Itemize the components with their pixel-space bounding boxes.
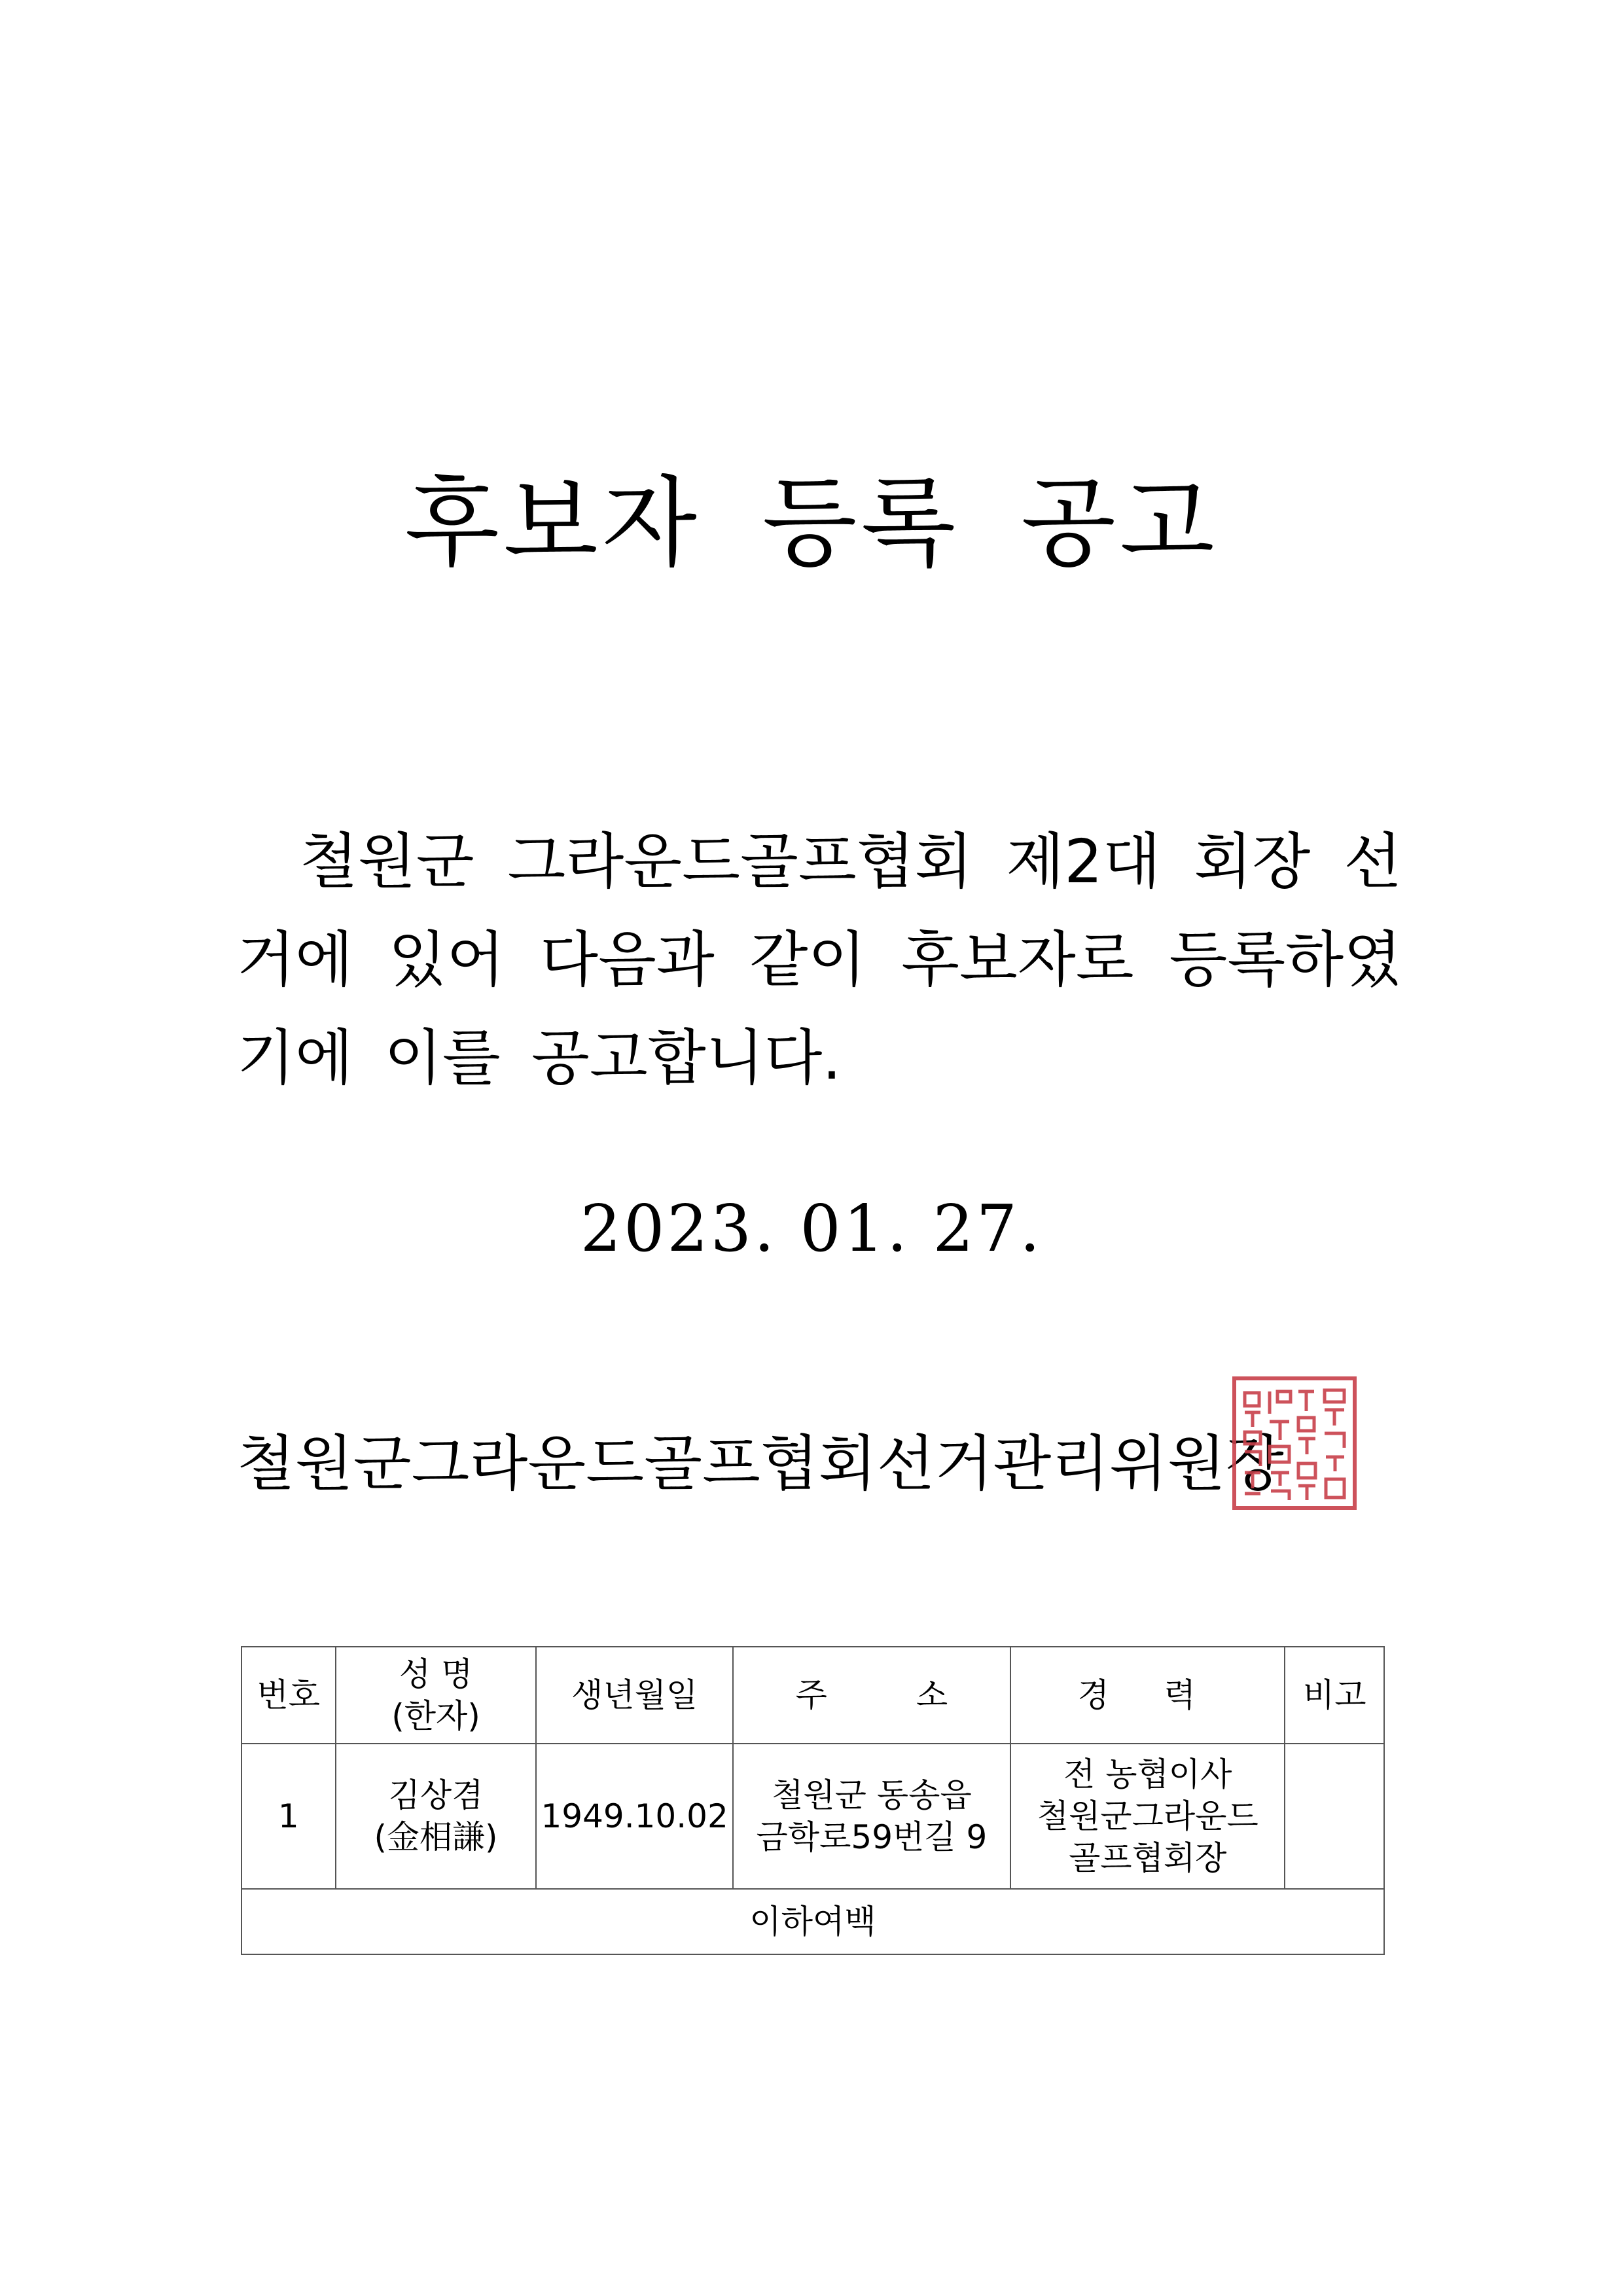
header-address: 주 소 [733,1647,1010,1744]
career-line-3: 골프협회장 [1068,1839,1227,1877]
candidate-table [241,1646,1385,1955]
table-row [241,1744,1384,1889]
career-line-1: 전 농협이사 [1063,1755,1232,1793]
header-career: 경 력 [1010,1647,1285,1744]
address-line-1: 철원군 동송읍 [772,1776,972,1814]
cell-birth: 1949.10.02 [536,1744,732,1889]
cell-name [336,1744,537,1889]
header-name-hanja-label: (한자) [391,1697,480,1735]
notice-date: 2023. 01. 27. [580,1192,1043,1266]
header-note: 비고 [1285,1647,1384,1744]
header-no: 번호 [241,1647,336,1744]
header-birth: 생년월일 [536,1647,732,1744]
page-title: 후보자 등록 공고 [404,467,1219,581]
address-line-2: 금학로59번길 9 [756,1818,988,1856]
cell-note [1285,1744,1384,1889]
table-footer: 이하여백 [241,1889,1384,1954]
table-header-row [241,1647,1384,1744]
candidate-name: 김상겸 [388,1776,484,1814]
cell-no: 1 [241,1744,336,1889]
header-name [336,1647,537,1744]
table-footer-row [241,1889,1384,1954]
career-line-2: 철원군그라운드 [1037,1797,1258,1835]
notice-body: 철원군 그라운드골프협회 제2대 회장 선거에 있어 다음과 같이 후보자로 등록하였기에 이를 공고합니다. [237,827,1402,1093]
cell-address [733,1744,1010,1889]
header-name-label: 성 명 [399,1655,473,1693]
candidate-name-hanja: (金相謙) [374,1818,498,1856]
cell-career [1010,1744,1285,1889]
official-seal-icon [1230,1374,1359,1512]
signer-title: 철원군그라운드골프협회선거관리위원장 [237,1429,1284,1499]
